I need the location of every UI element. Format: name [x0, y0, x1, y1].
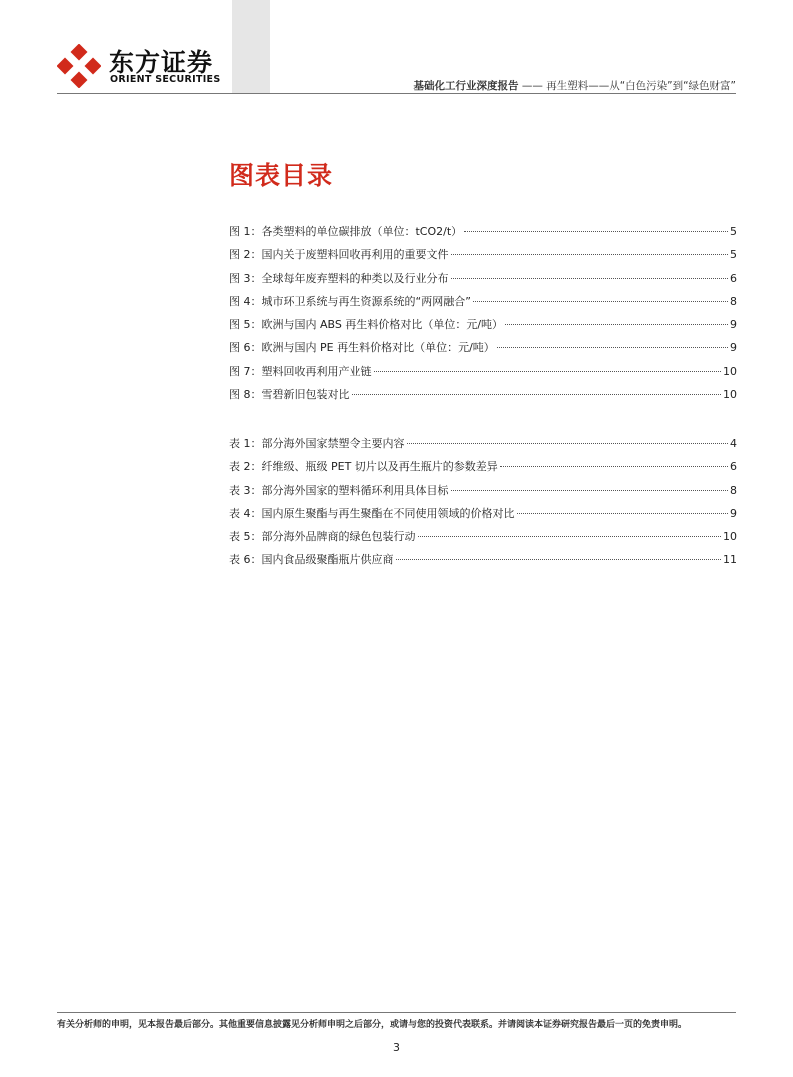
header-divider — [57, 93, 736, 94]
table-toc-entry-label[interactable]: 表 3：部分海外国家的塑料循环利用具体目标 — [229, 483, 449, 497]
dot-leader — [473, 301, 728, 302]
table-toc-entry-page[interactable]: 6 — [730, 460, 737, 474]
dot-leader — [451, 254, 729, 255]
header-gray-tab — [232, 0, 270, 93]
table-toc-entry-label[interactable]: 表 5：部分海外品牌商的绿色包装行动 — [229, 530, 416, 544]
dot-leader — [396, 559, 722, 560]
footer-disclaimer: 有关分析师的申明，见本报告最后部分。其他重要信息披露见分析师申明之后部分，或请与您的投资代表联系。并请阅读本证券研究报告最后一页的免责申明。 — [57, 1020, 688, 1030]
figure-toc-entry[interactable] — [229, 223, 737, 246]
figure-toc-entry[interactable] — [229, 293, 737, 316]
figure-toc-entry[interactable] — [229, 316, 737, 339]
figure-toc-entry[interactable] — [229, 270, 737, 293]
figure-toc-entry-page[interactable]: 5 — [730, 225, 737, 238]
figure-toc-entry-label[interactable]: 图 8：雪碧新旧包装对比 — [229, 388, 350, 402]
table-toc-entry-page[interactable]: 11 — [723, 553, 737, 567]
dot-leader — [500, 466, 728, 467]
logo-chinese-name: 东方证券 — [109, 48, 214, 77]
table-toc-entry-label[interactable]: 表 2：纤维级、瓶级 PET 切片以及再生瓶片的参数差异 — [229, 460, 498, 474]
figure-toc-entry-page[interactable]: 8 — [730, 294, 737, 308]
dot-leader — [497, 347, 728, 348]
table-toc-entry[interactable] — [229, 528, 737, 551]
dot-leader — [505, 324, 728, 325]
figure-toc-entry-page[interactable]: 5 — [730, 248, 737, 262]
figure-toc-entry[interactable] — [229, 363, 737, 386]
figure-toc-entry-label[interactable]: 图 6：欧洲与国内 PE 再生料价格对比（单位：元/吨） — [229, 341, 495, 355]
dot-leader — [374, 371, 722, 372]
figure-toc-entry[interactable] — [229, 386, 737, 409]
figure-toc-entry-label[interactable]: 图 1：各类塑料的单位碳排放（单位：tCO2/t） — [229, 225, 463, 238]
figure-toc-entry[interactable] — [229, 246, 737, 269]
figure-toc-entry-page[interactable]: 10 — [723, 364, 737, 378]
figure-toc-entry-page[interactable]: 10 — [723, 388, 737, 402]
figure-toc-entry-label[interactable]: 图 3：全球每年废弃塑料的种类以及行业分布 — [229, 271, 449, 285]
orient-securities-logo-icon — [57, 44, 101, 88]
page-title: 图表目录 — [229, 161, 334, 190]
dot-leader — [451, 490, 729, 491]
dot-leader — [352, 394, 722, 395]
figure-toc-entry-page[interactable]: 9 — [730, 318, 737, 332]
table-toc-entry-label[interactable]: 表 1：部分海外国家禁塑令主要内容 — [229, 437, 405, 450]
figure-toc-entry-label[interactable]: 图 5：欧洲与国内 ABS 再生料价格对比（单位：元/吨） — [229, 318, 504, 332]
dot-leader — [451, 278, 729, 279]
table-toc-entry-label[interactable]: 表 6：国内食品级聚酯瓶片供应商 — [229, 553, 394, 567]
table-toc-entry-page[interactable]: 8 — [730, 483, 737, 497]
figure-toc-entry[interactable] — [229, 339, 737, 362]
dot-leader — [407, 443, 729, 444]
logo-english-name: ORIENT SECURITIES — [110, 74, 221, 85]
page-number: 3 — [393, 1041, 400, 1054]
table-toc-entry-page[interactable]: 9 — [730, 506, 737, 520]
report-type: 基础化工行业深度报告 — [413, 80, 519, 92]
dot-leader — [418, 536, 722, 537]
table-toc-entry-page[interactable]: 4 — [730, 437, 737, 450]
table-toc-entry[interactable] — [229, 435, 737, 458]
table-toc-entry[interactable] — [229, 505, 737, 528]
report-header — [414, 78, 736, 93]
figure-toc-entry-label[interactable]: 图 4：城市环卫系统与再生资源系统的“两网融合” — [229, 294, 471, 308]
dot-leader — [464, 231, 728, 232]
company-logo — [57, 40, 227, 90]
table-list — [229, 435, 737, 575]
figure-list — [229, 223, 737, 409]
dot-leader — [517, 513, 729, 514]
table-toc-entry[interactable] — [229, 482, 737, 505]
table-toc-entry[interactable] — [229, 551, 737, 574]
table-toc-entry-label[interactable]: 表 4：国内原生聚酯与再生聚酯在不同使用领域的价格对比 — [229, 506, 515, 520]
figure-toc-entry-page[interactable]: 9 — [730, 341, 737, 355]
table-toc-entry[interactable] — [229, 458, 737, 481]
figure-toc-entry-label[interactable]: 图 7：塑料回收再利用产业链 — [229, 364, 372, 378]
report-title: —— 再生塑料——从“白色污染”到“绿色财富” — [521, 80, 736, 92]
figure-toc-entry-label[interactable]: 图 2：国内关于废塑料回收再利用的重要文件 — [229, 248, 449, 262]
table-toc-entry-page[interactable]: 10 — [723, 530, 737, 544]
figure-toc-entry-page[interactable]: 6 — [730, 271, 737, 285]
footer-divider — [57, 1012, 736, 1013]
